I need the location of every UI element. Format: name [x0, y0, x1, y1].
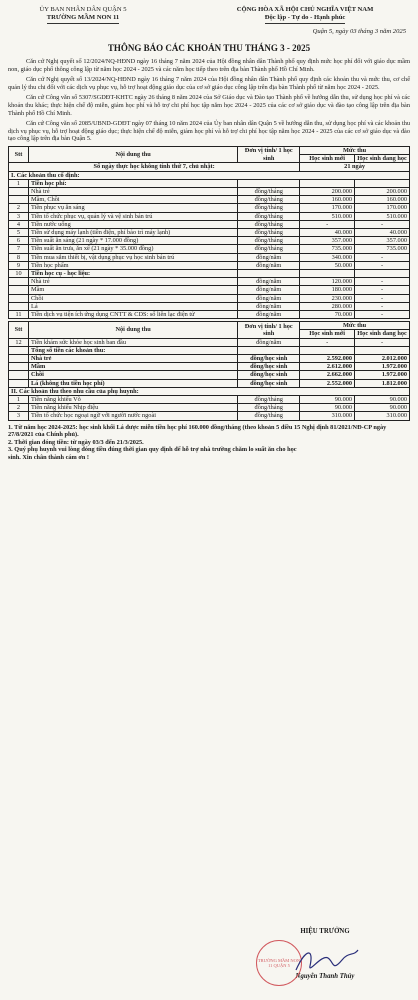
row-stt — [9, 379, 29, 387]
row-stt — [9, 294, 29, 302]
row-unit — [238, 269, 300, 277]
row-current-student-fee: 160.000 — [355, 196, 410, 204]
row-unit: đồng/tháng — [238, 228, 300, 236]
row-new-student-fee: 90.000 — [300, 396, 355, 404]
row-new-student-fee: 230.000 — [300, 294, 355, 302]
table-row — [9, 302, 410, 310]
table-row — [9, 261, 410, 269]
row-current-student-fee: - — [355, 286, 410, 294]
row-new-student-fee: 2.662.000 — [300, 371, 355, 379]
row-stt: 3 — [9, 212, 29, 220]
row-unit: đồng/năm — [238, 253, 300, 261]
note-item: 3. Quý phụ huynh vui lòng đóng tiền đúng thời gian quy định để hỗ trợ nhà trường chăm lo suất ăn cho học sinh. Xin chân thành cám ơn ! — [8, 446, 297, 462]
row-new-student-fee: 510.000 — [300, 212, 355, 220]
days-value: 21 ngày — [300, 163, 410, 171]
row-current-student-fee: - — [355, 220, 410, 228]
col-header-unit: Đơn vị tính/ 1 học sinh — [238, 322, 300, 338]
row-new-student-fee: - — [300, 338, 355, 346]
row-current-student-fee: 510.000 — [355, 212, 410, 220]
table-row — [9, 379, 410, 387]
row-content: Lá — [28, 302, 237, 310]
row-new-student-fee: 90.000 — [300, 404, 355, 412]
row-new-student-fee: 50.000 — [300, 261, 355, 269]
row-stt — [9, 371, 29, 379]
nation-motto: Độc lập - Tự do - Hạnh phúc — [265, 14, 346, 24]
row-content: Tiền suất ăn sáng (21 ngày * 17.000 đồng) — [28, 237, 237, 245]
col-header-stt: Stt — [9, 146, 29, 162]
table-row — [9, 187, 410, 195]
col-header-rate: Mức thu — [300, 322, 410, 330]
row-current-student-fee: - — [355, 302, 410, 310]
table-row — [9, 245, 410, 253]
row-stt: 10 — [9, 269, 29, 277]
row-new-student-fee: - — [300, 220, 355, 228]
days-row — [9, 163, 410, 171]
table-row — [9, 204, 410, 212]
row-content: Tiền phục vụ ăn sáng — [28, 204, 237, 212]
row-stt: 11 — [9, 311, 29, 319]
legal-paragraph: Căn cứ Nghị quyết số 12/2024/NQ-HĐND ngày 16 tháng 7 năm 2024 của Hội đồng nhân dân Thành phố quy định mức học phí đối với giáo dục mầm non, giáo dục phổ thông công lập từ năm học 2024 - 2025 và các năm học tiếp theo trên địa bàn Thành phố Hồ Chí Minh. — [8, 58, 410, 73]
row-unit: đồng/tháng — [238, 245, 300, 253]
row-new-student-fee: 200.000 — [300, 187, 355, 195]
section-fixed-fees — [9, 171, 410, 179]
row-current-student-fee: - — [355, 311, 410, 319]
row-stt: 4 — [9, 220, 29, 228]
row-new-student-fee: 310.000 — [300, 412, 355, 420]
row-current-student-fee: 357.000 — [355, 237, 410, 245]
row-unit: đồng/học sinh — [238, 379, 300, 387]
row-stt — [9, 286, 29, 294]
section-optional-fees — [9, 387, 410, 395]
row-content: Chồi — [28, 294, 237, 302]
row-unit: đồng/tháng — [238, 220, 300, 228]
row-new-student-fee: 2.612.000 — [300, 363, 355, 371]
row-stt: 8 — [9, 253, 29, 261]
row-current-student-fee: 1.972.000 — [355, 363, 410, 371]
row-stt: 1 — [9, 396, 29, 404]
table-row — [9, 237, 410, 245]
table-row — [9, 228, 410, 236]
row-stt: 2 — [9, 204, 29, 212]
row-stt — [9, 355, 29, 363]
legal-paragraph: Căn cứ Nghị quyết số 13/2024/NQ-HĐND ngày 16 tháng 7 năm 2024 của Hội đồng nhân dân Thành phố quy định các khoản thu và mức thu, cơ chế quản lý thu chi đối với các dịch vụ phục vụ, hỗ trợ hoạt động giáo dục của cơ sở giáo dục công lập trên địa bàn Thành phố từ năm học 2024 - 2025. — [8, 76, 410, 91]
document-date: Quận 5, ngày 03 tháng 3 năm 2025 — [312, 28, 406, 35]
table-row — [9, 253, 410, 261]
row-new-student-fee: 280.000 — [300, 302, 355, 310]
row-content: Nhà trẻ — [28, 355, 237, 363]
row-stt: 2 — [9, 404, 29, 412]
row-content: Tiền tổ chức phục vụ, quản lý và vệ sinh bán trú — [28, 212, 237, 220]
row-new-student-fee: 40.000 — [300, 228, 355, 236]
row-content: Tiền suất ăn trưa, ăn xế (21 ngày * 35.000 đồng) — [28, 245, 237, 253]
row-stt: 9 — [9, 261, 29, 269]
row-content: Tổng số tiền các khoản thu: — [28, 346, 237, 354]
document-title: THÔNG BÁO CÁC KHOẢN THU THÁNG 3 - 2025 — [107, 43, 311, 53]
col-header-stt: Stt — [9, 322, 29, 338]
row-new-student-fee: 170.000 — [300, 204, 355, 212]
table-row — [9, 212, 410, 220]
table-row — [9, 179, 410, 187]
row-unit: đồng/học sinh — [238, 371, 300, 379]
row-current-student-fee: 1.972.000 — [355, 371, 410, 379]
table-row — [9, 196, 410, 204]
col-header-rate: Mức thu — [300, 146, 410, 154]
signer-name: Nguyễn Thanh Thúy — [295, 973, 355, 980]
table-row — [9, 396, 410, 404]
signer-title: HIỆU TRƯỞNG — [300, 928, 350, 935]
row-current-student-fee: - — [355, 253, 410, 261]
table-row — [9, 220, 410, 228]
row-stt — [9, 363, 29, 371]
row-content: Tiền năng khiếu Nhịp điệu — [28, 404, 237, 412]
fees-table — [8, 146, 410, 319]
row-unit: đồng/năm — [238, 278, 300, 286]
row-current-student-fee — [355, 179, 410, 187]
col-header-new-student: Học sinh mới — [300, 155, 355, 163]
row-content: Nhà trẻ — [28, 187, 237, 195]
row-stt: 3 — [9, 412, 29, 420]
row-content: Tiền học phẩm — [28, 261, 237, 269]
table-row — [9, 404, 410, 412]
table-row — [9, 363, 410, 371]
row-current-student-fee: 170.000 — [355, 204, 410, 212]
table-row — [9, 311, 410, 319]
row-unit: đồng/tháng — [238, 404, 300, 412]
fees-table-continued — [8, 321, 410, 420]
table-row — [9, 338, 410, 346]
row-unit: đồng/năm — [238, 286, 300, 294]
row-new-student-fee: 2.552.000 — [300, 379, 355, 387]
row-unit — [238, 179, 300, 187]
row-new-student-fee: 70.000 — [300, 311, 355, 319]
row-unit: đồng/năm — [238, 338, 300, 346]
row-current-student-fee: 2.012.000 — [355, 355, 410, 363]
nation-name: CỘNG HÒA XÃ HỘI CHỦ NGHĨA VIỆT NAM — [236, 6, 374, 13]
row-content: Tiền tổ chức học ngoại ngữ với người nước ngoài — [28, 412, 237, 420]
row-unit: đồng/tháng — [238, 396, 300, 404]
row-content: Nhà trẻ — [28, 278, 237, 286]
stamp-text: TRƯỜNG MẦM NON 11 QUẬN 5 — [257, 958, 301, 968]
row-current-student-fee: 40.000 — [355, 228, 410, 236]
col-header-new-student: Học sinh mới — [300, 330, 355, 338]
issuer-school: TRƯỜNG MẦM NON 11 — [47, 14, 119, 24]
row-new-student-fee: 160.000 — [300, 196, 355, 204]
row-unit — [238, 346, 300, 354]
row-current-student-fee: 200.000 — [355, 187, 410, 195]
row-current-student-fee: - — [355, 261, 410, 269]
issuer-block — [8, 6, 158, 24]
row-stt: 7 — [9, 245, 29, 253]
row-content: Mầm, Chồi — [28, 196, 237, 204]
row-content: Tiền mua sắm thiết bị, vật dụng phục vụ học sinh bán trú — [28, 253, 237, 261]
row-current-student-fee — [355, 346, 410, 354]
col-header-unit: Đơn vị tính/ 1 học sinh — [238, 146, 300, 162]
row-new-student-fee: 2.592.000 — [300, 355, 355, 363]
table-row — [9, 346, 410, 354]
row-stt: 5 — [9, 228, 29, 236]
row-content: Tiền sử dụng máy lạnh (tiền điện, phí bảo trì máy lạnh) — [28, 228, 237, 236]
row-content: Mầm — [28, 363, 237, 371]
table-row — [9, 286, 410, 294]
table-row — [9, 269, 410, 277]
row-stt — [9, 302, 29, 310]
row-unit: đồng/tháng — [238, 237, 300, 245]
row-content: Tiền năng khiếu Võ — [28, 396, 237, 404]
row-current-student-fee: - — [355, 294, 410, 302]
row-unit: đồng/tháng — [238, 196, 300, 204]
row-stt — [9, 278, 29, 286]
nation-block — [200, 6, 410, 24]
row-unit: đồng/tháng — [238, 212, 300, 220]
row-content: Mầm — [28, 286, 237, 294]
row-content: Tiền nước uống — [28, 220, 237, 228]
row-unit: đồng/năm — [238, 302, 300, 310]
row-content: Tiền dịch vụ tiện ích ứng dụng CNTT & CDS: sổ liên lạc điện tử — [28, 311, 237, 319]
row-current-student-fee: 90.000 — [355, 396, 410, 404]
row-current-student-fee: - — [355, 278, 410, 286]
col-header-content: Nội dung thu — [28, 322, 237, 338]
row-new-student-fee — [300, 346, 355, 354]
row-unit: đồng/tháng — [238, 204, 300, 212]
row-new-student-fee: 120.000 — [300, 278, 355, 286]
row-current-student-fee: 735.000 — [355, 245, 410, 253]
col-header-current-student: Học sinh đang học — [355, 155, 410, 163]
row-new-student-fee: 340.000 — [300, 253, 355, 261]
days-label: Số ngày thực học không tính thứ 7, chủ nhật: — [9, 163, 300, 171]
table-row — [9, 355, 410, 363]
section-title: I. Các khoản thu cố định: — [9, 171, 410, 179]
row-new-student-fee — [300, 179, 355, 187]
row-unit: đồng/tháng — [238, 412, 300, 420]
issuer-authority: ỦY BAN NHÂN DÂN QUẬN 5 — [39, 6, 127, 13]
notes — [8, 424, 410, 462]
legal-basis — [8, 58, 410, 143]
row-stt — [9, 187, 29, 195]
legal-paragraph: Căn cứ Công văn số 5307/SGDĐT-KHTC ngày 26 tháng 8 năm 2024 của Sở Giáo dục và Đào tạo Thành phố về hướng dẫn thu, sử dụng học phí và các khoản thu khác; thực hiện chế độ miễn, giảm học phí và hỗ trợ chi phí học tập năm học 2024 - 2025 của các cơ sở giáo dục và đào tạo công lập trên địa bàn Thành phố Hồ Chí Minh. — [8, 94, 410, 117]
row-stt — [9, 196, 29, 204]
row-new-student-fee: 180.000 — [300, 286, 355, 294]
section-title: II. Các khoản thu theo nhu cầu của phụ huynh: — [9, 387, 410, 395]
row-content: Tiền học phí: — [28, 179, 237, 187]
row-unit: đồng/năm — [238, 294, 300, 302]
row-unit: đồng/năm — [238, 311, 300, 319]
row-current-student-fee — [355, 269, 410, 277]
row-unit: đồng/học sinh — [238, 355, 300, 363]
row-current-student-fee: 310.000 — [355, 412, 410, 420]
row-content: Tiền học cụ - học liệu: — [28, 269, 237, 277]
signature-mark — [292, 944, 362, 978]
table-row — [9, 278, 410, 286]
row-new-student-fee: 357.000 — [300, 237, 355, 245]
row-unit: đồng/học sinh — [238, 363, 300, 371]
table-row — [9, 294, 410, 302]
row-content: Chồi — [28, 371, 237, 379]
row-new-student-fee: 735.000 — [300, 245, 355, 253]
row-unit: đồng/tháng — [238, 187, 300, 195]
row-new-student-fee — [300, 269, 355, 277]
note-item: 2. Thời gian đóng tiền: từ ngày 03/3 đến 21/3/2025. — [8, 438, 144, 446]
row-current-student-fee: - — [355, 338, 410, 346]
row-stt: 12 — [9, 338, 29, 346]
legal-paragraph: Căn cứ Công văn số 2085/UBND-GDĐT ngày 07 tháng 10 năm 2024 của Ủy ban nhân dân Quận 5 về hướng dẫn thu, sử dụng học phí và các khoản thu dịch vụ phục vụ, hỗ trợ hoạt động giáo dục; thực hiện chế độ miễn, giảm học phí và hỗ trợ chi phí học tập năm học 2024 - 2025 của các cơ sở giáo dục và đào tạo công lập trên địa bàn Quận 5. — [8, 120, 410, 143]
table-row — [9, 371, 410, 379]
row-content: Lá (không thu tiền học phí) — [28, 379, 237, 387]
note-item: 1. Từ năm học 2024-2025: học sinh khối Lá được miễn tiền học phí 160.000 đồng/tháng (theo khoản 5 điều 15 Nghị định 81/2021/NĐ-CP ngày 27/8/2021 của Chính phủ). — [8, 423, 387, 439]
row-stt: 1 — [9, 179, 29, 187]
document-header — [8, 6, 410, 24]
row-current-student-fee: 90.000 — [355, 404, 410, 412]
col-header-content: Nội dung thu — [28, 146, 237, 162]
row-current-student-fee: 1.812.000 — [355, 379, 410, 387]
row-stt: 6 — [9, 237, 29, 245]
row-stt — [9, 346, 29, 354]
table-row — [9, 412, 410, 420]
row-content: Tiền khám sức khỏe học sinh ban đầu — [28, 338, 237, 346]
col-header-current-student: Học sinh đang học — [355, 330, 410, 338]
row-unit: đồng/năm — [238, 261, 300, 269]
